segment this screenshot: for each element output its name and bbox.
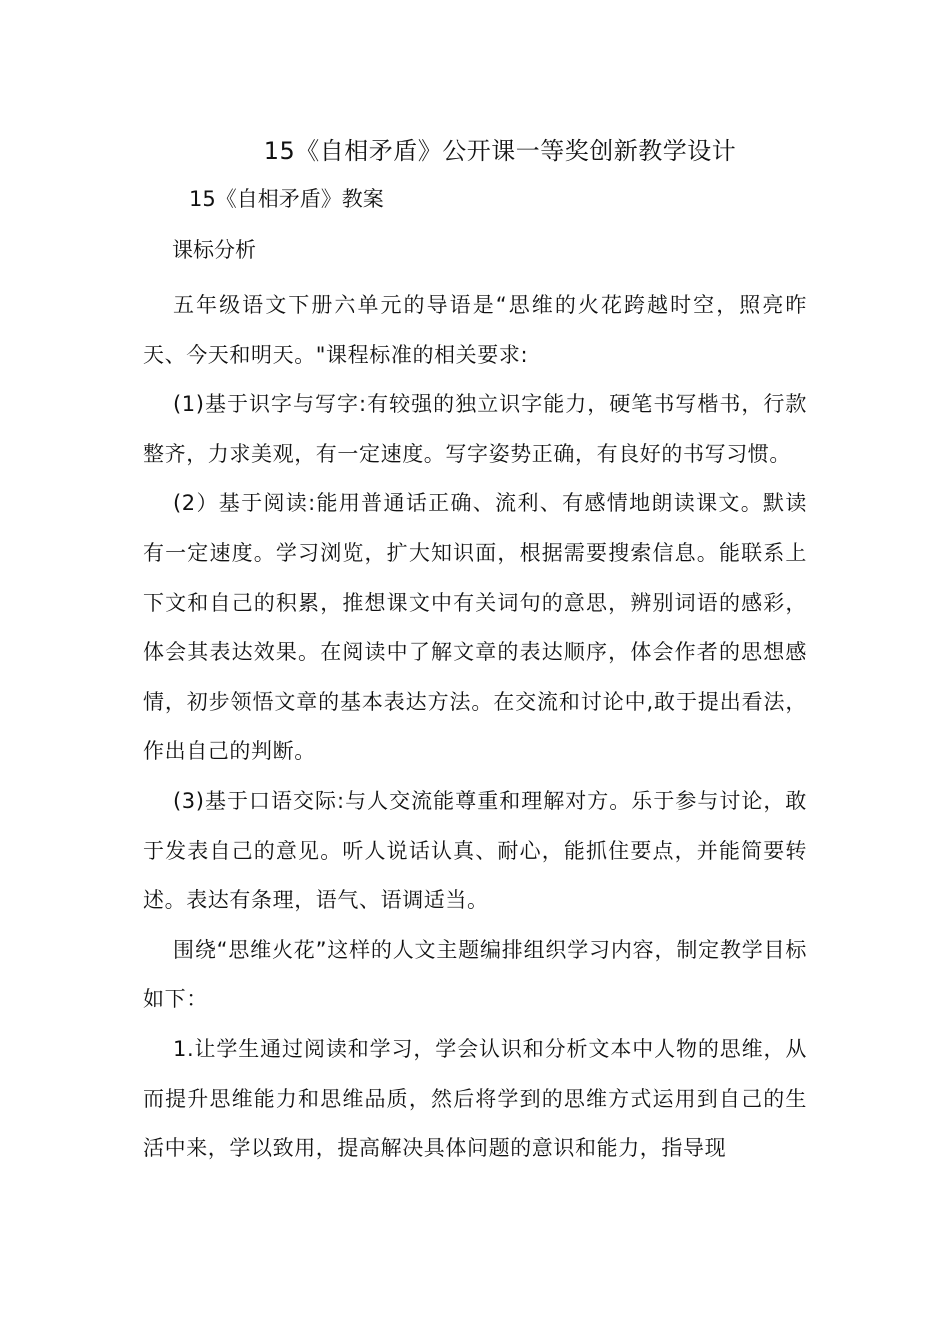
document-title: 15《自相矛盾》公开课一等奖创新教学设计 xyxy=(263,137,737,165)
paragraph-intro: 五年级语文下册六单元的导语是“思维的火花跨越时空，照亮昨天、今天和明天。"课程标准的相关要求: xyxy=(143,293,807,367)
body-text xyxy=(143,281,807,1174)
paragraph-teaching-goals: 围绕“思维火花”这样的人文主题编排组织学习内容，制定教学目标如下： xyxy=(143,937,807,1012)
paragraph-reading: (2）基于阅读:能用普通话正确、流利、有感情地朗读课文。默读有一定速度。学习浏览，扩大知识面，根据需要搜索信息。能联系上下文和自己的积累，推想课文中有关词句的意思，辨别词语的感彩，体会其表达效果。在阅读中了解文章的表达顺序，体会作者的思想感情，初步领悟文章的基本表达方法。在交流和讨论中,敢于提出看法，作出自己的判断。 xyxy=(143,491,807,764)
paragraph-oral-communication: (3)基于口语交际:与人交流能尊重和理解对方。乐于参与讨论，敢于发表自己的意见。听人说话认真、耐心，能抓住要点，并能简要转述。表达有条理，语气、语调适当。 xyxy=(143,788,807,913)
paragraph-goal-1: 1.让学生通过阅读和学习，学会认识和分析文本中人物的思维，从而提升思维能力和思维品质，然后将学到的思维方式运用到自己的生活中来，学以致用，提高解决具体问题的意识和能力，指导现 xyxy=(143,1036,807,1161)
paragraph-literacy-writing: (1)基于识字与写字:有较强的独立识字能力，硬笔书写楷书，行款整齐，力求美观，有一定速度。写字姿势正确，有良好的书写习惯。 xyxy=(143,392,807,466)
document-subtitle: 15《自相矛盾》教案 xyxy=(189,187,384,211)
section-heading: 课标分析 xyxy=(172,238,256,262)
